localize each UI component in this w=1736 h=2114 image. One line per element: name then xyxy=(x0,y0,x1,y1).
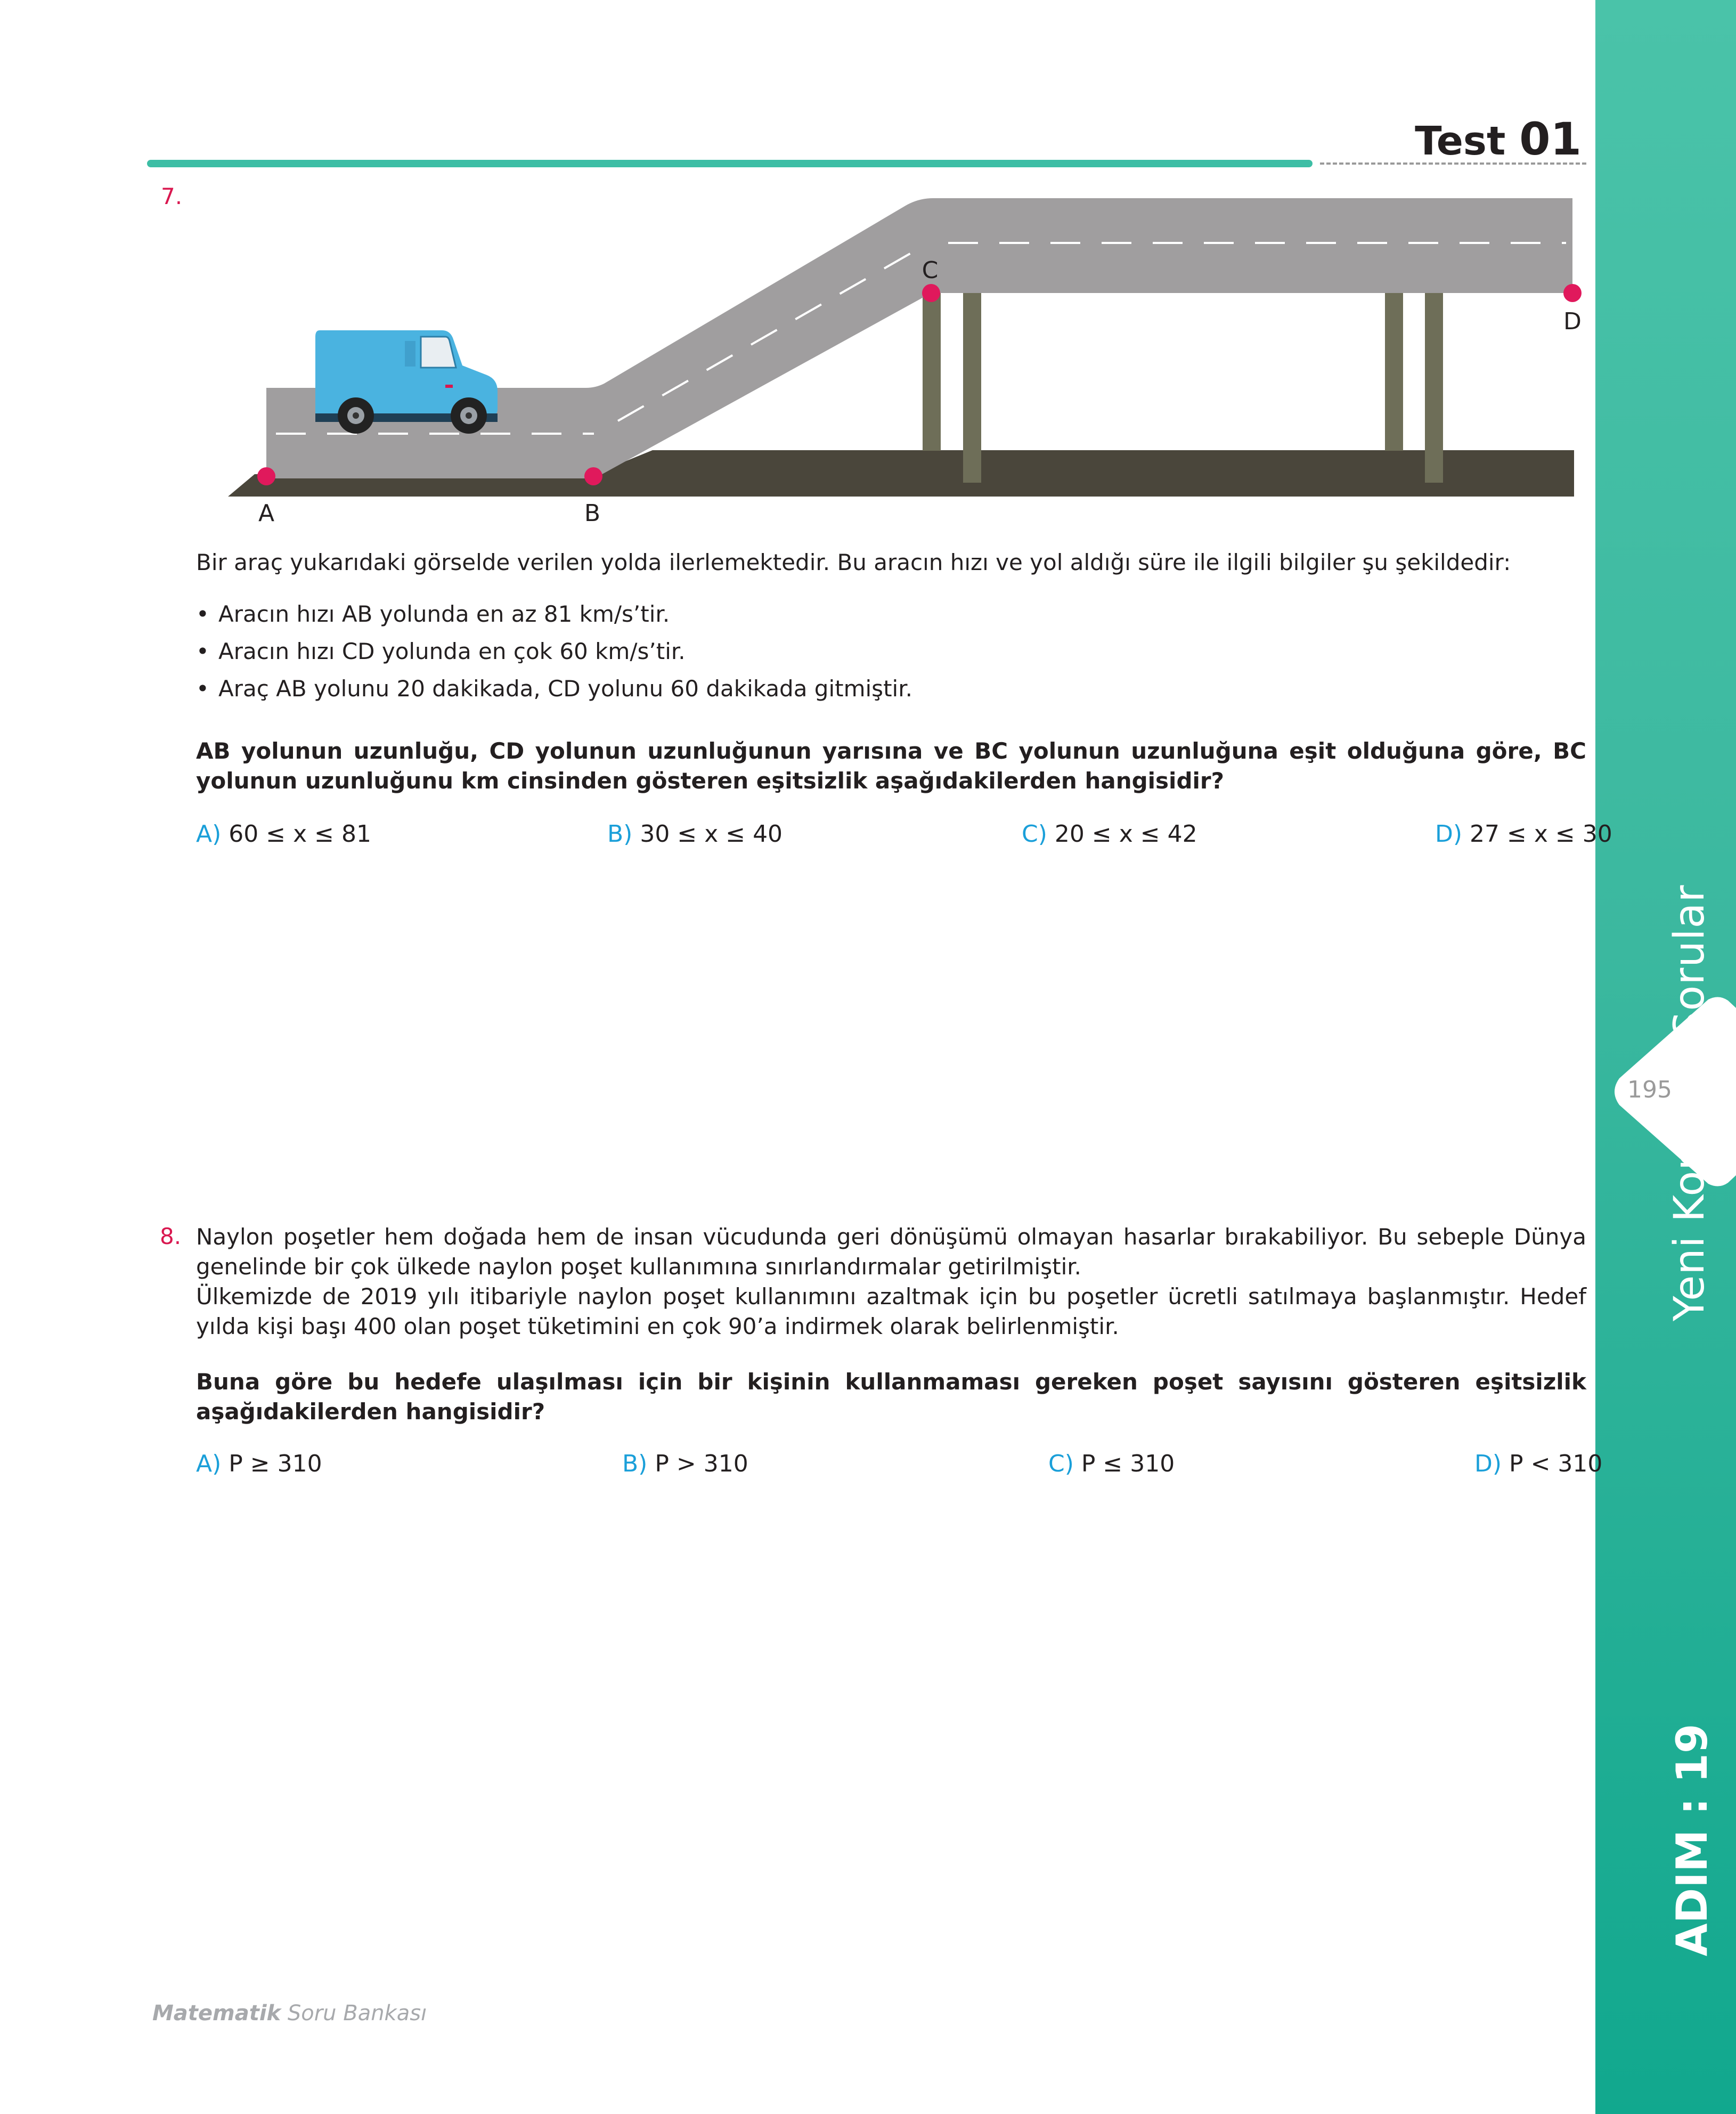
footer-book-title xyxy=(152,2001,427,2026)
question-8-prompt: Buna göre bu hedefe ulaşılması için bir kişinin kullanmaması gereken poşet sayısını gösteren eşitsizlik aşağıdakilerden hangisidir? xyxy=(196,1369,1586,1425)
question-8-paragraph-2: Ülkemizde de 2019 yılı itibariyle naylon poşet kullanımını azaltmak için bu poşetler ücretli satılmaya başlanmıştır. Hedef yılda kişi başı 400 olan poşet tüketimini en çok 90’a indirmek olarak belirlenmiştir. xyxy=(196,1283,1586,1339)
step-label-text: ADIM : 19 xyxy=(1667,1723,1717,1956)
column xyxy=(963,293,981,483)
point-c-marker xyxy=(922,284,940,302)
bullet-text: Aracın hızı CD yolunda en çok 60 km/s’tir. xyxy=(218,638,686,664)
point-a-label: A xyxy=(258,500,275,527)
bullet-text: Aracın hızı AB yolunda en az 81 km/s’tir. xyxy=(218,601,670,627)
option-text: 27 ≤ x ≤ 30 xyxy=(1470,820,1612,848)
point-b-marker xyxy=(584,467,602,485)
option-letter: D) xyxy=(1474,1450,1502,1477)
question-7-intro: Bir araç yukarıdaki görselde verilen yolda ilerlemektedir. Bu aracın hızı ve yol aldığı süre ile ilgili bilgiler şu şekildedir: xyxy=(196,549,1511,575)
option-text: 60 ≤ x ≤ 81 xyxy=(229,820,371,848)
question-8-option-b[interactable] xyxy=(622,1450,748,1477)
option-letter: A) xyxy=(196,820,222,848)
column xyxy=(923,293,941,451)
page-number: 195 xyxy=(1627,1076,1672,1103)
point-d-label: D xyxy=(1563,308,1582,335)
list-item: • Araç AB yolunu 20 dakikada, CD yolunu 60 dakikada gitmiştir. xyxy=(196,676,912,702)
road-shape xyxy=(266,198,1572,478)
list-item: • Aracın hızı AB yolunda en az 81 km/s’tir. xyxy=(196,601,670,627)
question-7-option-b[interactable] xyxy=(607,820,783,848)
question-8-number: 8. xyxy=(160,1223,182,1249)
option-letter: A) xyxy=(196,1450,222,1477)
question-8-option-d[interactable] xyxy=(1474,1450,1602,1477)
section-title-text: Yeni Konsept Sorular xyxy=(1666,884,1714,1321)
lane-marking xyxy=(618,244,927,421)
road-figure xyxy=(224,192,1587,533)
list-item: • Aracın hızı CD yolunda en çok 60 km/s’tir. xyxy=(196,638,686,664)
question-7-option-a[interactable] xyxy=(196,820,371,848)
question-8-option-c[interactable] xyxy=(1048,1450,1175,1477)
header-rule xyxy=(147,160,1313,167)
option-text: P ≥ 310 xyxy=(229,1450,322,1477)
van-illustration xyxy=(315,330,498,434)
test-title xyxy=(1415,113,1582,165)
question-8-paragraph-1: Naylon poşetler hem doğada hem de insan vücudunda geri dönüşümü olmayan hasarlar bırakabiliyor. Bu sebeple Dünya genelinde bir çok ülkede naylon poşet kullanımına sınırlandırmalar getirilmiştir. xyxy=(196,1224,1586,1280)
option-letter: C) xyxy=(1048,1450,1074,1477)
option-letter: C) xyxy=(1022,820,1047,848)
option-letter: B) xyxy=(607,820,633,848)
question-8-option-a[interactable] xyxy=(196,1450,322,1477)
question-7-option-c[interactable] xyxy=(1022,820,1197,848)
option-text: 30 ≤ x ≤ 40 xyxy=(640,820,783,848)
column xyxy=(1385,293,1403,451)
footer-subject: Matematik xyxy=(152,2001,281,2026)
option-text: P < 310 xyxy=(1509,1450,1603,1477)
footer-book: Soru Bankası xyxy=(287,2001,427,2026)
point-b-label: B xyxy=(584,500,601,527)
question-7-number: 7. xyxy=(161,183,183,209)
point-d-marker xyxy=(1563,284,1582,302)
point-c-label: C xyxy=(922,257,939,284)
option-letter: D) xyxy=(1435,820,1463,848)
point-a-marker xyxy=(257,467,275,485)
option-letter: B) xyxy=(622,1450,648,1477)
option-text: P > 310 xyxy=(655,1450,748,1477)
option-text: 20 ≤ x ≤ 42 xyxy=(1054,820,1197,848)
test-number: 01 xyxy=(1519,113,1582,165)
option-text: P ≤ 310 xyxy=(1081,1450,1175,1477)
test-label: Test xyxy=(1415,118,1506,164)
question-7-option-d[interactable] xyxy=(1435,820,1612,848)
question-7-prompt: AB yolunun uzunluğu, CD yolunun uzunluğunun yarısına ve BC yolunun uzunluğuna eşit olduğuna göre, BC yolunun uzunluğunu km cinsinden gösteren eşitsizlik aşağıdakilerden hangisidir? xyxy=(196,738,1586,794)
bullet-text: Araç AB yolunu 20 dakikada, CD yolunu 60 dakikada gitmiştir. xyxy=(218,676,912,702)
column xyxy=(1425,293,1443,483)
